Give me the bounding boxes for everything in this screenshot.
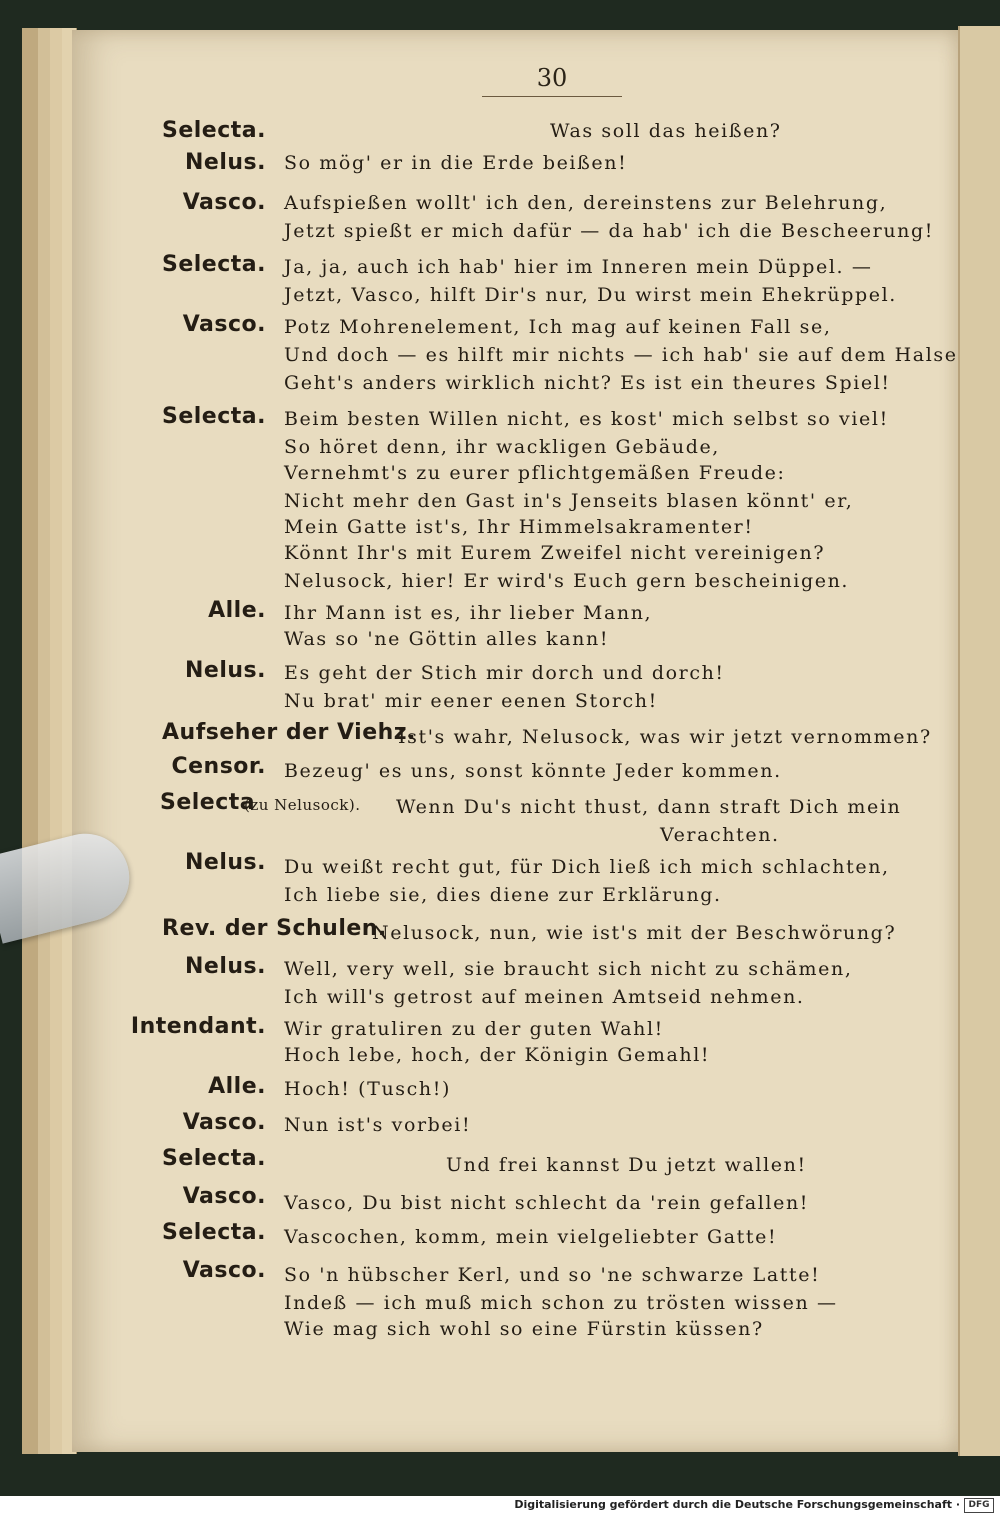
speaker-label: Nelus.	[185, 658, 266, 683]
verse-line: Es geht der Stich mir dorch und dorch!	[284, 662, 725, 684]
verse-line: Ich liebe sie, dies diene zur Erklärung.	[284, 884, 722, 906]
page-number-rule	[482, 96, 622, 97]
speaker-label: Vasco.	[182, 190, 266, 215]
verse-line: Verachten.	[660, 824, 780, 846]
verse-line: Bezeug' es uns, sonst könnte Jeder kommen.	[284, 760, 782, 782]
facing-page-edge	[958, 26, 1000, 1456]
verse-line: Mein Gatte ist's, Ihr Himmelsakramenter!	[284, 516, 754, 538]
stage-direction: (zu Nelusock).	[244, 796, 361, 814]
verse-line: Jetzt spießt er mich dafür — da hab' ich die Bescheerung!	[284, 220, 934, 242]
speaker-label: Vasco.	[182, 1258, 266, 1283]
verse-line: Geht's anders wirklich nicht? Es ist ein theures Spiel!	[284, 372, 891, 394]
verse-line: So 'n hübscher Kerl, und so 'ne schwarze Latte!	[284, 1264, 821, 1286]
speaker-label: Nelus.	[185, 954, 266, 979]
speaker-label: Selecta.	[162, 252, 266, 277]
verse-line: Nun ist's vorbei!	[284, 1114, 472, 1136]
verse-line: Aufspießen wollt' ich den, dereinstens zur Belehrung,	[284, 192, 888, 214]
speaker-label: Vasco.	[182, 1184, 266, 1209]
verse-line: Wir gratuliren zu der guten Wahl!	[284, 1018, 664, 1040]
verse-line: Jetzt, Vasco, hilft Dir's nur, Du wirst mein Ehekrüppel.	[284, 284, 897, 306]
verse-line: Du weißt recht gut, für Dich ließ ich mich schlachten,	[284, 856, 890, 878]
speaker-label: Vasco.	[182, 1110, 266, 1135]
speaker-label: Nelus.	[185, 850, 266, 875]
verse-line: So höret denn, ihr wackligen Gebäude,	[284, 436, 720, 458]
speaker-label: Selecta.	[162, 404, 266, 429]
verse-line: Hoch lebe, hoch, der Königin Gemahl!	[284, 1044, 711, 1066]
verse-line: Vasco, Du bist nicht schlecht da 'rein gefallen!	[284, 1192, 810, 1214]
verse-line: Well, very well, sie braucht sich nicht zu schämen,	[284, 958, 853, 980]
speaker-label: Selecta	[160, 790, 256, 815]
verse-line: Und frei kannst Du jetzt wallen!	[446, 1154, 807, 1176]
funding-note: Digitalisierung gefördert durch die Deutsche Forschungsgemeinschaft ·	[514, 1498, 960, 1511]
speaker-label: Alle.	[208, 598, 266, 623]
speaker-label: Selecta.	[162, 1146, 266, 1171]
verse-line: Was soll das heißen?	[550, 120, 782, 142]
speaker-label: Censor.	[171, 754, 266, 779]
verse-line: Nelusock, nun, wie ist's mit der Beschwörung?	[372, 922, 897, 944]
verse-line: Indeß — ich muß mich schon zu trösten wissen —	[284, 1292, 838, 1314]
page-number: 30	[536, 64, 568, 92]
verse-line: Wie mag sich wohl so eine Fürstin küssen?	[284, 1318, 764, 1340]
speaker-label: Selecta.	[162, 1220, 266, 1245]
footer-bar	[0, 1496, 1000, 1514]
speaker-label: Nelus.	[185, 150, 266, 175]
verse-line: Ich will's getrost auf meinen Amtseid nehmen.	[284, 986, 805, 1008]
speaker-label: Vasco.	[182, 312, 266, 337]
verse-line: So mög' er in die Erde beißen!	[284, 152, 628, 174]
speaker-label: Rev. der Schulen.	[162, 916, 387, 941]
verse-line: Wenn Du's nicht thust, dann straft Dich mein	[396, 796, 902, 818]
verse-line: Nicht mehr den Gast in's Jenseits blasen könnt' er,	[284, 490, 854, 512]
verse-line: Was so 'ne Göttin alles kann!	[284, 628, 610, 650]
verse-line: Nelusock, hier! Er wird's Euch gern bescheinigen.	[284, 570, 850, 592]
speaker-label: Alle.	[208, 1074, 266, 1099]
verse-line: Nu brat' mir eener eenen Storch!	[284, 690, 658, 712]
verse-line: Ihr Mann ist es, ihr lieber Mann,	[284, 602, 653, 624]
verse-line: Vascochen, komm, mein vielgeliebter Gatte!	[284, 1226, 778, 1248]
dfg-logo: DFG	[964, 1498, 994, 1513]
verse-line: Ja, ja, auch ich hab' hier im Inneren mein Düppel. —	[284, 256, 873, 278]
verse-line: Beim besten Willen nicht, es kost' mich selbst so viel!	[284, 408, 889, 430]
verse-line: Potz Mohrenelement, Ich mag auf keinen Fall se,	[284, 316, 832, 338]
speaker-label: Selecta.	[162, 118, 266, 143]
verse-line: Vernehmt's zu eurer pflichtgemäßen Freude:	[284, 462, 786, 484]
verse-line: Ist's wahr, Nelusock, was wir jetzt vernommen?	[398, 726, 932, 748]
verse-line: Könnt Ihr's mit Eurem Zweifel nicht vereinigen?	[284, 542, 826, 564]
speaker-label: Aufseher der Viehz.	[162, 720, 416, 745]
verse-line: Und doch — es hilft mir nichts — ich hab' sie auf dem Halse	[284, 344, 958, 366]
verse-line: Hoch! (Tusch!)	[284, 1078, 451, 1100]
speaker-label: Intendant.	[130, 1014, 266, 1039]
book-page	[72, 30, 958, 1452]
